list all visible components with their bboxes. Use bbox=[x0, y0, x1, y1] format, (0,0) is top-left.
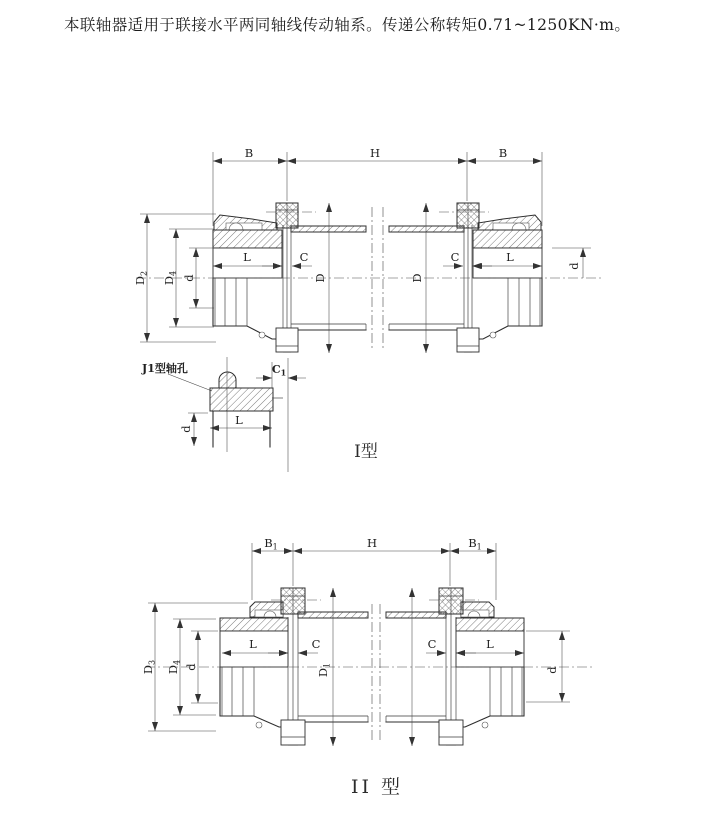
dim-label-d4-2: $D_4$ bbox=[166, 659, 182, 675]
intro-text: 本联轴器适用于联接水平两同轴线传动轴系。传递公称转矩0.71~1250KN·m。 bbox=[64, 16, 631, 34]
dim-label-c-left: C bbox=[299, 250, 309, 264]
dim-label-c1: $C_1$ bbox=[271, 363, 287, 378]
sleeve-wall bbox=[291, 226, 366, 232]
dim-label-dia-right: D bbox=[410, 273, 424, 283]
type2-left-hub bbox=[220, 588, 368, 745]
lube-hole bbox=[490, 332, 496, 338]
dim-label-c-left-2: C bbox=[311, 637, 321, 651]
dim-label-l-detail: L bbox=[235, 413, 243, 427]
lube-hole bbox=[256, 722, 262, 728]
type2-right-hub bbox=[386, 588, 524, 745]
type2-caption: II 型 bbox=[350, 776, 404, 798]
dim-label-b1-right: $B_1$ bbox=[468, 536, 482, 552]
flange-bolt bbox=[276, 203, 298, 228]
dim-label-d4: $D_4$ bbox=[162, 270, 178, 286]
type1-caption: I型 bbox=[354, 442, 378, 462]
dim-label-d-right-2: d bbox=[545, 666, 559, 674]
dim-label-l-left-2: L bbox=[249, 637, 257, 651]
dim-label-l-left: L bbox=[243, 250, 251, 264]
flange-bolt bbox=[281, 588, 305, 614]
dim-label-l-right: L bbox=[506, 250, 514, 264]
plug-cap bbox=[219, 372, 236, 388]
dim-label-dia-left: D bbox=[313, 273, 327, 283]
j1-bore-detail bbox=[141, 357, 378, 472]
type1-drawing bbox=[133, 146, 604, 353]
dim-label-b-right: B bbox=[498, 146, 508, 160]
hub-section bbox=[210, 388, 273, 411]
break-lines bbox=[372, 604, 380, 742]
dim-label-d3: $D_3$ bbox=[141, 659, 157, 675]
dim-label-b-left: B bbox=[244, 146, 254, 160]
lube-hole bbox=[482, 722, 488, 728]
sleeve-wall bbox=[386, 612, 446, 618]
type1-left-hub bbox=[213, 203, 366, 352]
dim-label-h2: H bbox=[366, 536, 378, 550]
dim-label-d1: $D_1$ bbox=[316, 662, 332, 678]
lube-hole bbox=[259, 332, 265, 338]
dim-label-d-left-2: d bbox=[184, 663, 198, 671]
dim-label-h: H bbox=[369, 146, 381, 160]
dim-label-d-right: d bbox=[567, 262, 581, 270]
dim-label-d-left: d bbox=[182, 274, 196, 282]
dim-label-d-detail: d bbox=[179, 425, 193, 433]
flange-bolt bbox=[439, 588, 463, 614]
dim-label-l-right-2: L bbox=[486, 637, 494, 651]
type2-drawing bbox=[141, 536, 592, 798]
sleeve-wall bbox=[389, 226, 464, 232]
flange-bolt bbox=[457, 203, 479, 228]
dim-label-c-right: C bbox=[450, 250, 460, 264]
break-lines bbox=[372, 207, 383, 350]
dim-label-d2: $D_2$ bbox=[133, 270, 149, 286]
dim-label-c-right-2: C bbox=[427, 637, 437, 651]
j1-bore-label: J1型轴孔 bbox=[142, 362, 188, 375]
dim-label-b1-left: $B_1$ bbox=[264, 536, 278, 552]
